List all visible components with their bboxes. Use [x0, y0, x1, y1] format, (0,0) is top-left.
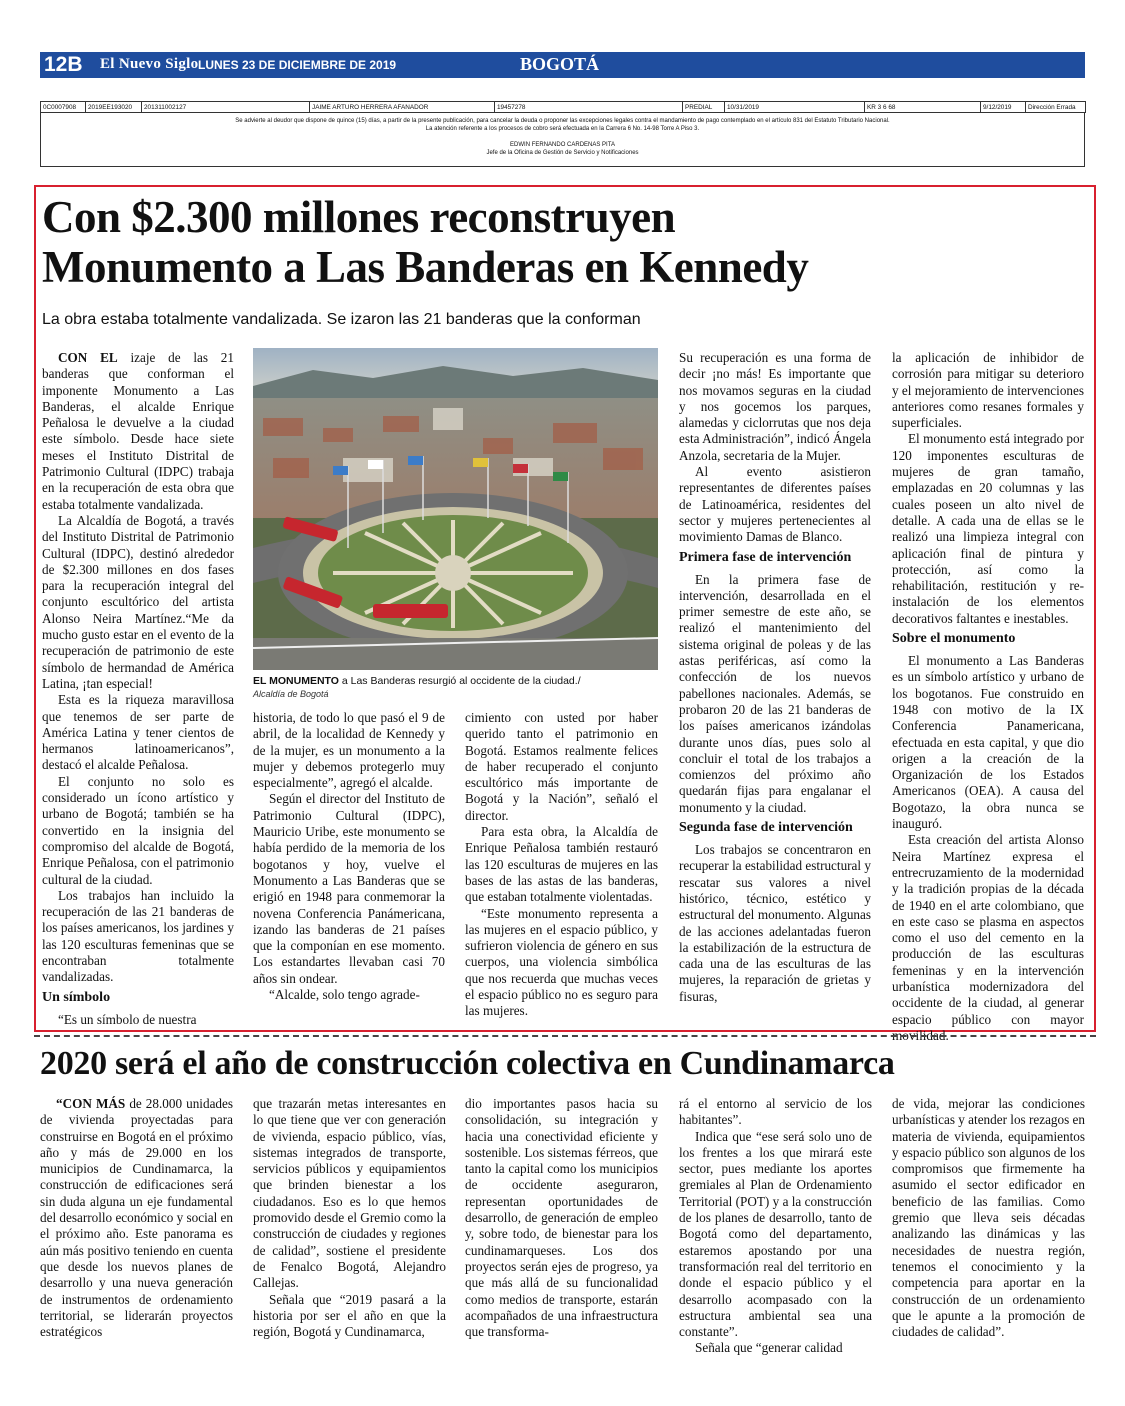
photo-credit: Alcaldía de Bogotá	[253, 689, 329, 699]
article2-column-4	[679, 1096, 872, 1396]
legal-cell: 0C0007908	[41, 102, 86, 113]
article-separator	[34, 1035, 1096, 1037]
subheading: Un símbolo	[42, 989, 111, 1005]
article-column-5	[892, 350, 1084, 1043]
legal-signer: EDWIN FERNANDO CARDENAS PITA	[510, 142, 615, 148]
paragraph: El monumento a Las Banderas es un símbolo artístico y urbano de los bogotanos. Fue construido en 1948 con motivo de la IX Conferencia Panamericana, efectuada en esta capital, y que dio origen a la creación de la Organización de los Estados Americanos (OEA). A causa del Bogotazo, la obra nunca se inauguró.	[892, 653, 1084, 832]
paragraph: Al evento asistieron representantes de diferentes países de Latinoamérica, residentes del sector y mujeres pertenecientes al movimiento Damas de Blanco.	[679, 464, 871, 545]
article-headline	[42, 192, 1082, 292]
page-header-band	[40, 52, 1085, 78]
article-column-4	[679, 350, 871, 1030]
article2-column-1	[40, 1096, 233, 1396]
paragraph: La Alcaldía de Bogotá, a través del Instituto Distrital de Patrimonio Cultural (IDPC), destinó alrededor de $2.300 millones en dos fases para la recuperación integral del conjunto escultórico del artista Alonso Neira Martínez.“Me da mucho gusto estar en el evento de la recuperación de patrimonio de este símbolo de hermandad de América Latina, ¡tan especial!	[42, 512, 234, 691]
paragraph: Señala que “2019 pasará a la historia por ser el año en que la región, Bogotá y Cundinamarca,	[253, 1291, 446, 1340]
legal-cell: 201311002127	[142, 102, 310, 113]
legal-cell: 2019EE193020	[86, 102, 142, 113]
legal-cell: JAIME ARTURO HERRERA AFANADOR	[310, 102, 495, 113]
paragraph: historia, de todo lo que pasó el 9 de abril, de la localidad de Kennedy y de la mujer, es un monumento a la mujer y debemos protegerlo muy especialmente”, agregó el alcalde.	[253, 710, 445, 791]
article-column-3	[465, 710, 658, 1030]
paragraph: En la primera fase de intervención, desarrollada en el primer semestre de este año, se realizó el mantenimiento del sistema original de poleas y de las astas periféricas, así como la confección de los nuevos pabellones nacionales. Además, se probaron 20 de las 21 banderas de los países americanos izándolas durante unos días, pues solo al concluir el total de los trabajos a comienzos del próximo año quedarán fijas para engalanar el monumento y la ciudad.	[679, 571, 871, 815]
paragraph: El monumento está integrado por 120 imponentes esculturas de mujeres de gran tamaño, emplazadas en 20 columnas y las cuales poseen un alto nivel de detalle. A cada una de ellas se le realizó una limpieza integral con aplicación final de pintura y protección, así como la rehabilitación, restitución y re-instalación de los elementos decorativos faltantes e inestables.	[892, 431, 1084, 626]
legal-notice-row	[41, 102, 1086, 113]
paragraph: El conjunto no solo es considerado un ícono artístico y urbano de Bogotá; también se ha convertido en la insignia del compromiso del alcalde de Bogotá, Enrique Peñalosa, con el patrimonio cultural de la ciudad.	[42, 773, 234, 887]
legal-line: Se advierte al deudor que dispone de quince (15) días, a partir de la presente publicación, para cancelar la deuda o proponer las excepciones legales contra el mandamiento de pago contemplado en el artículo 831 del Estatuto Tributario Nacional.	[235, 118, 890, 124]
article-subtitle: La obra estaba totalmente vandalizada. Se izaron las 21 banderas que la conforman	[42, 311, 641, 328]
paragraph: Según el director del Instituto de Patrimonio Cultural (IDPC), Mauricio Uribe, este monumento se había perdido de la memoria de los bogotanos y hoy, vuelve el Monumento a Las Banderas que se erigió en 1948 para conmemorar la novena Conferencia Panámericana, izando las banderas de 21 países que la componían en ese momento. Los estandartes llevaban casi 70 años sin ondear.	[253, 791, 445, 986]
paragraph: Señala que “generar calidad	[695, 1340, 843, 1356]
paragraph: “Este monumento representa a las mujeres en el espacio público, y sufrieron violencia de género en sus cuerpos, una violencia simbólica que nos recuerda que muchas veces el espacio público no es seguro para las mujeres.	[465, 905, 658, 1019]
newspaper-name: El Nuevo Siglo	[100, 56, 199, 72]
legal-cell: 10/31/2019	[725, 102, 865, 113]
paragraph: “Alcalde, solo tengo agrade-	[269, 987, 420, 1003]
paragraph: Esta creación del artista Alonso Neira Martínez expresa el entrecruzamiento de la modernidad y la tradición propias de la década de 1940 en el arte colombiano, que en este caso se plasma en aspectos como el uso del cemento en la producción de las esculturas femeninas y en la intervención urbanística modernizadora del occidente de la ciudad, al generar espacio público con mayor movilidad.	[892, 832, 1084, 1043]
issue-date: LUNES 23 DE DICIEMBRE DE 2019	[198, 58, 397, 72]
subheading: Sobre el monumento	[892, 631, 1016, 647]
headline-line: Con $2.300 millones reconstruyen	[42, 192, 676, 242]
paragraph: la aplicación de inhibidor de corrosión para mitigar su deterioro y el mejoramiento de intervenciones anteriores como resanes formales y superficiales.	[892, 350, 1084, 431]
article-column-1	[42, 350, 234, 1030]
monument-aerial-photo	[253, 348, 658, 670]
article2-column-3	[465, 1096, 658, 1396]
paragraph: rá el entorno al servicio de los habitantes”.	[679, 1096, 872, 1128]
paragraph: que trazarán metas interesantes en lo que tiene que ver con generación de vivienda, espacio público, vías, sistemas integrados de transporte, servicios públicos y equipamientos que brinden bienestar a los ciudadanos. Eso es lo que hemos promovido desde el Gremio como la construcción de ciudades y regiones de calidad”, sostiene el presidente de Fenalco Bogotá, Alejandro Callejas.	[253, 1096, 447, 1291]
legal-cell: KR 3 6 68	[865, 102, 981, 113]
lead-words: CON EL	[58, 350, 118, 365]
legal-notice-table	[40, 101, 1086, 113]
photo-caption	[253, 675, 658, 701]
legal-cell: 19457278	[495, 102, 683, 113]
paragraph: izaje de las 21 banderas que conforman el imponente Monumento a Las Banderas, el alcalde Enrique Peñalosa le devuelve a la ciudad este símbolo. Desde hace siete meses el Instituto Distrital de Patrimonio Cultural (IDPC) trabaja en la recuperación de esta obra que estaba totalmente vandalizada.	[42, 350, 234, 512]
legal-signer-role: Jefe de la Oficina de Gestión de Servicio y Notificaciones	[486, 150, 639, 156]
subheading: Primera fase de intervención	[679, 549, 852, 565]
page-number: 12B	[44, 53, 83, 76]
paragraph: “Es un símbolo de nuestra	[58, 1011, 197, 1027]
article2-headline: 2020 será el año de construcción colectiva en Cundinamarca	[40, 1045, 895, 1082]
paragraph: Su recuperación es una forma de decir ¡no más! Es importante que nos movamos seguras en la ciudad y nos gocemos los parques, alamedas y ciclorrutas que nos deja esta Administración”, indicó Ángela Anzola, secretaria de la Mujer.	[679, 350, 871, 463]
article2-column-5	[892, 1096, 1085, 1396]
paragraph: Los trabajos han incluido la recuperación de las 21 banderas de los países americanos, los jardines y las 120 esculturas femeninas que se encontraban totalmente vandalizadas.	[42, 887, 234, 985]
paragraph: dio importantes pasos hacia su consolidación, su integración y hacia una conectividad eficiente y sostenible. Los sistemas férreos, que tanto la capital como los municipios de occidente aseguraron, representan oportunidades de desarrollo, de generación de empleo y, sobre todo, de bienestar para los cundinamarqueses. Los dos proyectos serán ejes de progreso, ya que más allá de su funcionalidad como medios de transporte, estarán acompañados de una infraestructura que transforma-	[465, 1096, 658, 1340]
legal-notice-text	[40, 113, 1085, 167]
legal-cell: 9/12/2019	[981, 102, 1026, 113]
paragraph: Para esta obra, la Alcaldía de Enrique Peñalosa también restauró las 120 esculturas de mujeres en las bases de las astas de las banderas, que estaban totalmente violentadas.	[465, 824, 658, 905]
subheading: Segunda fase de intervención	[679, 820, 853, 836]
paragraph: de 28.000 unidades de vivienda proyectadas para construirse en Bogotá en el próximo año y más de 29.000 en los municipios de Cundinamarca, la construcción de edificaciones será sin duda alguna un eje fundamental del desarrollo económico y social en el próximo año. Este panorama es aún más positivo teniendo en cuenta que desde los nuevos planes de desarrollo y una nueva generación de instrumentos de ordenamiento territorial, se liderarán proyectos estratégicos	[40, 1096, 233, 1340]
legal-line: La atención referente a los procesos de cobro será efectuada en la Carrera 6 No. 14-98 Torre A Piso 3.	[425, 126, 700, 132]
headline-line: Monumento a Las Banderas en Kennedy	[42, 242, 809, 292]
paragraph: cimiento con usted por haber querido tanto el patrimonio en Bogotá. Estamos realmente felices de haber recuperado el conjunto escultórico más importante de Bogotá y la Nación”, señaló el director.	[465, 710, 658, 823]
paragraph: de vida, mejorar las condiciones urbanísticas y atender los rezagos en materia de vivienda, equipamientos y espacio público son algunos de los compromisos que firmemente ha asumido el sector edificador en beneficio de las familias. Como gremio que lleva seis décadas analizando las dinámicas y las necesidades de nuestra región, tenemos el conocimiento y la competencia para aportar en la construcción de un ordenamiento que le apunte a la promoción de ciudades de calidad”.	[892, 1096, 1085, 1340]
caption-lead: EL MONUMENTO	[253, 675, 339, 687]
legal-cell: PREDIAL	[683, 102, 725, 113]
paragraph: Indica que “ese será solo uno de los frentes a los que mirará este sector, pues mediante los aportes gremiales al Plan de Ordenamiento Territorial (POT) y a la construcción de los planes de desarrollo, tanto de Bogotá como del departamento, estaremos apostando por una transformación real del territorio en donde el espacio público y el desarrollo acompasado con la estructura ambiental sea una constante”.	[679, 1128, 872, 1340]
paragraph: Los trabajos se concentraron en recuperar la estabilidad estructural y rescatar sus valores a nivel histórico, técnico, estético y estructural del monumento. Algunas de las acciones adelantadas fueron la estabilización de la estructura de cada una de las esculturas de las mujeres, la reparación de grietas y fisuras,	[679, 842, 871, 1004]
paragraph: Esta es la riqueza maravillosa que tenemos de ser parte de América Latina y tener cientos de hermanos latinoamericanos”, destacó el alcalde Peñalosa.	[42, 692, 234, 773]
article2-column-2	[253, 1096, 446, 1396]
legal-cell: Dirección Errada	[1026, 102, 1086, 113]
lead-words: “CON MÁS	[56, 1096, 126, 1111]
section-name: BOGOTÁ	[520, 54, 600, 74]
caption-text: a Las Banderas resurgió al occidente de la ciudad./	[338, 675, 581, 687]
article-column-2	[253, 710, 445, 1030]
